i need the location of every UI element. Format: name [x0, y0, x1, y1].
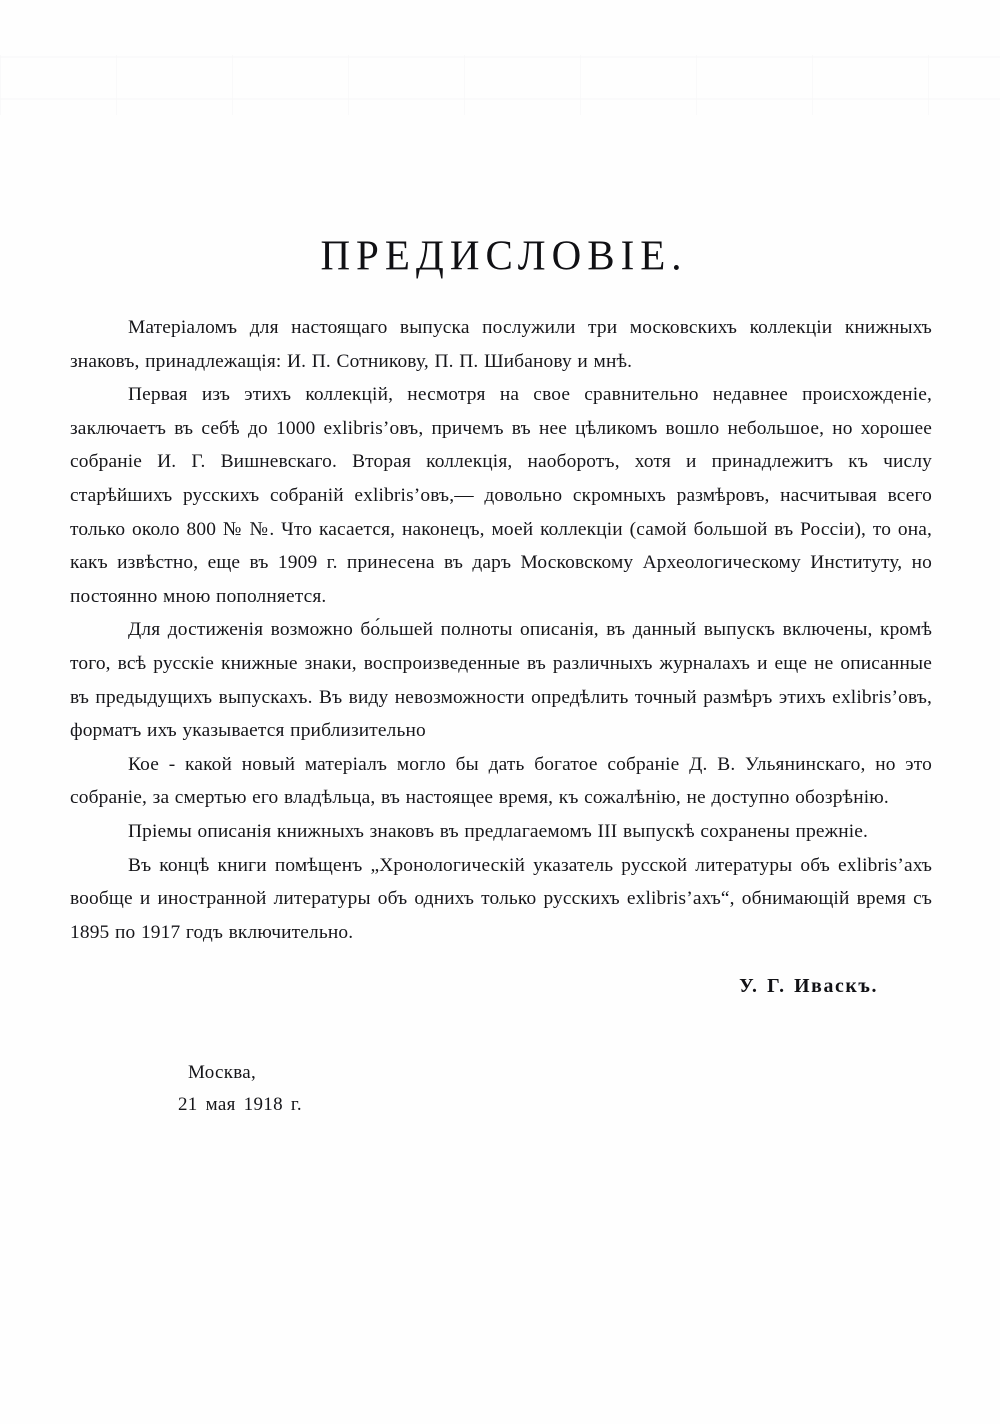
paragraph-1: Матеріаломъ для настоящаго выпуска послужили три московскихъ коллекціи книжныхъ знаковъ, принадлежащія: И. П. Сотникову, П. П. Шибанову и мнѣ.	[70, 317, 932, 372]
paragraph-2: Первая изъ этихъ коллекцій, несмотря на свое сравнительно недавнее происхожденіе, заключаетъ въ себѣ до 1000 exlibris’овъ, причемъ въ нее цѣликомъ вошло небольшое, но хорошее собраніе И. Г. Вишневскаго. Вторая коллекція, наоборотъ, хотя и принадлежитъ къ числу старѣйшихъ русскихъ собраній exlibris’овъ,— довольно скромныхъ размѣровъ, насчитывая всего только около 800 № №. Что касается, наконецъ, моей коллекціи (самой большой въ Россіи), то она, какъ извѣстно, еще въ 1909 г. принесена въ даръ Московскому Археологическому Институту, но постоянно мною пополняется.	[70, 384, 932, 607]
page-title: ПРЕДИСЛОВІЕ.	[320, 230, 688, 279]
text-block	[70, 232, 932, 1121]
paragraph-5: Пріемы описанія книжныхъ знаковъ въ предлагаемомъ III выпускѣ сохранены прежніе.	[128, 821, 869, 842]
paragraph-3: Для достиженія возможно бо́льшей полноты описанія, въ данный выпускъ включены, кромѣ того, всѣ русскіе книжные знаки, воспроизведенные въ различныхъ журналахъ и еще не описанные въ предыдущихъ выпускахъ. Въ виду невозможности опредѣлить точный размѣръ этихъ exlibris’овъ, форматъ ихъ указывается приблизительно	[70, 619, 932, 742]
paragraph-4: Кое - какой новый матеріалъ могло бы дать богатое собраніе Д. В. Ульянинскаго, но это собраніе, за смертью его владѣльца, въ настоящее время, къ сожалѣнію, не доступно обозрѣнію.	[70, 753, 932, 809]
scan-bleedthrough-artifact	[0, 55, 1000, 115]
author-signature: У. Г. Иваскъ.	[739, 975, 878, 998]
colophon-city: Москва,	[188, 1062, 257, 1084]
colophon-date: 21 мая 1918 г.	[178, 1094, 302, 1116]
paragraph-6: Въ концѣ книги помѣщенъ „Хронологическій указатель русской литературы объ exlibris’ахъ вообще и иностранной литературы объ однихъ только русскихъ exlibris’ахъ“, обнимающій время съ 1895 по 1917 годъ включительно.	[70, 854, 932, 943]
colophon	[70, 1057, 932, 1121]
